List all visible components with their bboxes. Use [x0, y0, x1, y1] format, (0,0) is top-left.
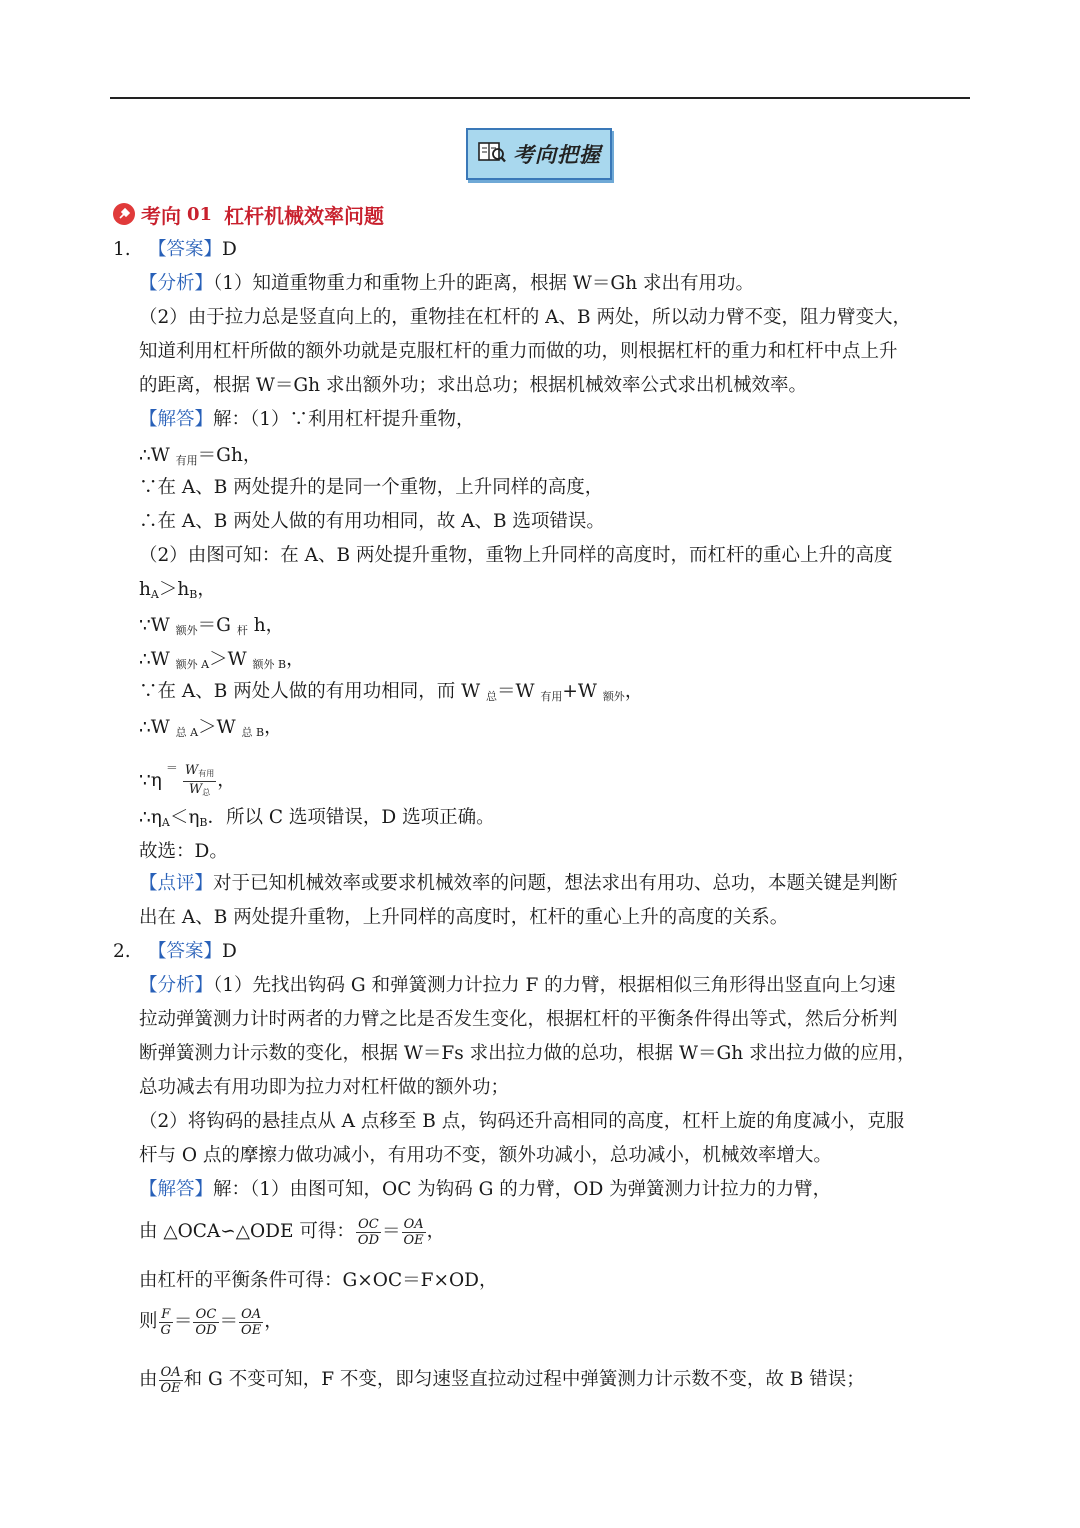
q1-choose: 故选：D。	[139, 841, 228, 862]
q1-solve-4: ∴在 A、B 两处人做的有用功相同，故 A、B 选项错误。	[139, 511, 605, 532]
q1-solve-3: ∵在 A、B 两处提升的是同一个重物，上升同样的高度，	[139, 477, 604, 498]
q2-solve-2: 由 △OCA∽△ODE 可得： $\frac{OC}{OD}$ ＝ $\frac{OA}{OE}$ ，	[139, 1216, 446, 1248]
pin-icon	[113, 203, 135, 225]
q2-analysis-text-1: （1）先找出钩码 G 和弹簧测力计拉力 F 的力臂，根据相似三角形得出竖直向上匀速	[213, 975, 896, 996]
q2-answer-tag: 【答案】	[148, 941, 223, 962]
section-number: 01	[187, 203, 213, 225]
q1-analysis-2c: 的距离，根据 W＝Gh 求出额外功；求出总功；根据机械效率公式求出机械效率。	[139, 375, 807, 396]
q1-comment-2: 出在 A、B 两处提升重物，上升同样的高度时，杠杆的重心上升的高度的关系。	[139, 907, 789, 928]
q2-analysis-2: 拉动弹簧测力计时两者的力臂之比是否发生变化，根据杠杆的平衡条件得出等式，然后分析判	[139, 1009, 898, 1030]
q1-solve-tag: 【解答】	[139, 409, 214, 430]
header-rule	[110, 97, 970, 99]
q1-solve-10: ∴W $_{总 A}$＞W $_{总 B}$，	[139, 717, 283, 739]
q2-solve-tag: 【解答】	[139, 1179, 214, 1200]
q2-analysis-4: 总功减去有用功即为拉力对杠杆做的额外功；	[139, 1077, 510, 1098]
q2-solve-text-1: 解：（1）由图可知，OC 为钩码 G 的力臂，OD 为弹簧测力计拉力的力臂，	[213, 1179, 832, 1200]
q1-answer: D	[222, 239, 237, 260]
q1-solve-11: ∵η＝ $\frac{W_{有用}}{W_总}$ ，	[139, 746, 236, 803]
section-title: 杠杆机械效率问题	[224, 203, 385, 228]
section-prefix: 考向	[141, 203, 181, 228]
q1-solve-text-1: 解：（1）∵利用杠杆提升重物，	[213, 409, 475, 430]
q1-answer-tag: 【答案】	[148, 239, 223, 260]
q1-solve-8: ∴W $_{额外 A}$＞W $_{额外 B}$，	[139, 649, 305, 671]
q2-index: 2.	[113, 941, 131, 962]
q2-analysis-tag: 【分析】	[139, 975, 214, 996]
q1-solve-1	[139, 407, 475, 433]
q1-solve-5: （2）由图可知：在 A、B 两处提升重物，重物上升同样的高度时，而杠杆的重心上升的高度	[139, 545, 893, 566]
q2-answer: D	[222, 941, 237, 962]
book-icon	[477, 140, 507, 168]
q1-answer-line	[148, 237, 237, 263]
q1-solve-7: ∵W $_{额外}$＝G $_杆$ h，	[139, 615, 285, 637]
q1-analysis-2b: 知道利用杠杆所做的额外功就是克服杠杆的重力而做的功，则根据杠杆的重力和杠杆中点上升	[139, 341, 898, 362]
q2-solve-1	[139, 1177, 831, 1203]
banner-title: 考向把握	[513, 143, 601, 167]
q1-comment-tag: 【点评】	[139, 873, 214, 894]
q1-index: 1.	[113, 239, 131, 260]
q2-analysis-1	[139, 973, 896, 999]
q1-analysis-2a: （2）由于拉力总是竖直向上的，重物挂在杠杆的 A、B 两处，所以动力臂不变，阻力臂变大，	[139, 307, 911, 328]
q1-comment-text-1: 对于已知机械效率或要求机械效率的问题，想法求出有用功、总功，本题关键是判断	[213, 873, 898, 894]
q1-solve-9: ∵在 A、B 两处人做的有用功相同，而 W $_总$＝W $_{有用}$+W $_{额外}$，	[139, 681, 644, 703]
q2-analysis-6: 杆与 O 点的摩擦力做功减小，有用功不变，额外功减小，总功减小，机械效率增大。	[139, 1145, 832, 1166]
q1-solve-2: ∴W $_{有用}$＝Gh，	[139, 445, 262, 467]
q2-solve-3: 由杠杆的平衡条件可得：G×OC＝F×OD，	[139, 1270, 498, 1291]
section-banner	[466, 128, 612, 180]
q1-solve-12: $\therefore\eta_A<\eta_B$．所以 C 选项错误，D 选项正确。	[139, 807, 495, 829]
q1-analysis-1	[139, 271, 754, 297]
q2-analysis-5: （2）将钩码的悬挂点从 A 点移至 B 点，钩码还升高相同的高度，杠杆上旋的角度减小，克服	[139, 1111, 905, 1132]
q2-solve-5: 由 $\frac{OA}{OE}$ 和 G 不变可知，F 不变，即匀速竖直拉动过程中弹簧测力计示数不变，故 B 错误；	[139, 1364, 865, 1396]
q1-analysis-text-1: （1）知道重物重力和重物上升的距离，根据 W＝Gh 求出有用功。	[213, 273, 755, 294]
q2-answer-line	[148, 939, 237, 965]
efficiency-fraction: $\frac{W_{有用}}{W_总}$	[184, 762, 215, 797]
q1-comment-1	[139, 871, 898, 897]
q2-analysis-3: 断弹簧测力计示数的变化，根据 W＝Fs 求出拉力做的总功，根据 W＝Gh 求出拉力做的应用，	[139, 1043, 916, 1064]
q2-solve-4: 则 $\frac{F}{G}$ ＝ $\frac{OC}{OD}$ ＝ $\frac{OA}{OE}$ ，	[139, 1306, 283, 1338]
q1-solve-6: $h_A>h_B$，	[139, 579, 216, 601]
section-heading	[113, 199, 384, 229]
q1-analysis-tag: 【分析】	[139, 273, 214, 294]
